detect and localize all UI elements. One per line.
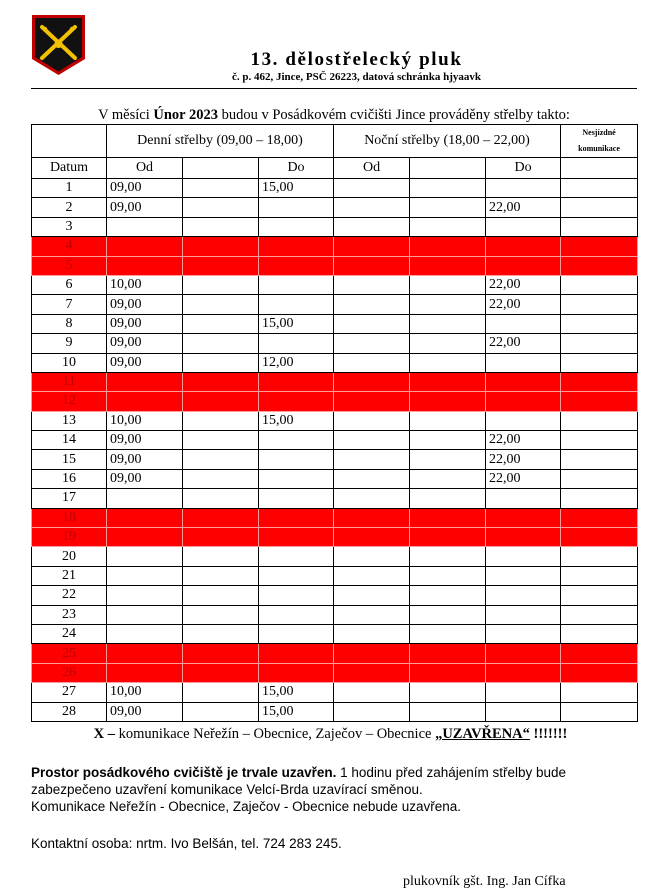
day-to-cell <box>259 644 334 663</box>
day-to-cell <box>259 489 334 508</box>
night-to-cell: 22,00 <box>486 431 561 450</box>
date-cell: 17 <box>32 489 107 508</box>
night-to-cell <box>486 547 561 566</box>
night-from-header: Od <box>334 158 410 179</box>
day-to-cell: 15,00 <box>259 411 334 430</box>
day-spacer-cell <box>183 237 259 256</box>
day-from-cell <box>107 547 183 566</box>
day-from-cell <box>107 624 183 643</box>
night-spacer-cell <box>410 586 486 605</box>
night-from-cell <box>334 256 410 275</box>
night-spacer-cell <box>410 663 486 682</box>
day-to-cell: 12,00 <box>259 353 334 372</box>
header-divider <box>31 88 637 89</box>
closure-text: komunikace Neřežín – Obecnice, Zaječov – Obecnice <box>115 726 436 742</box>
night-to-cell: 22,00 <box>486 198 561 217</box>
table-row <box>32 217 638 236</box>
closure-marker: X – <box>93 726 116 742</box>
night-to-cell <box>486 663 561 682</box>
day-spacer-header <box>183 158 259 179</box>
day-spacer-cell <box>183 489 259 508</box>
day-from-cell <box>107 372 183 391</box>
table-row <box>32 198 638 217</box>
day-spacer-cell <box>183 179 259 198</box>
impassable-cell <box>561 431 638 450</box>
night-to-cell <box>486 314 561 333</box>
date-cell: 22 <box>32 586 107 605</box>
day-to-cell: 15,00 <box>259 683 334 702</box>
date-cell: 9 <box>32 334 107 353</box>
day-spacer-cell <box>183 314 259 333</box>
impassable-cell <box>561 624 638 643</box>
table-row <box>32 295 638 314</box>
table-row-closed <box>32 392 638 411</box>
table-row-closed <box>32 663 638 682</box>
day-to-cell <box>259 624 334 643</box>
night-spacer-cell <box>410 683 486 702</box>
date-cell: 6 <box>32 275 107 294</box>
day-from-cell: 09,00 <box>107 295 183 314</box>
day-from-cell <box>107 392 183 411</box>
date-cell: 13 <box>32 411 107 430</box>
night-spacer-cell <box>410 314 486 333</box>
day-to-cell <box>259 586 334 605</box>
night-to-header: Do <box>486 158 561 179</box>
night-from-cell <box>334 450 410 469</box>
impassable-cell <box>561 411 638 430</box>
day-to-cell <box>259 198 334 217</box>
impassable-cell <box>561 334 638 353</box>
table-row <box>32 605 638 624</box>
day-to-cell <box>259 528 334 547</box>
date-column-header: Datum <box>32 158 107 179</box>
impassable-cell <box>561 683 638 702</box>
day-from-cell <box>107 586 183 605</box>
night-to-cell <box>486 411 561 430</box>
day-from-cell: 09,00 <box>107 450 183 469</box>
day-to-cell: 15,00 <box>259 314 334 333</box>
day-to-cell <box>259 217 334 236</box>
date-cell: 3 <box>32 217 107 236</box>
night-from-cell <box>334 702 410 721</box>
day-from-cell <box>107 644 183 663</box>
table-row-closed <box>32 256 638 275</box>
day-from-cell: 09,00 <box>107 314 183 333</box>
night-from-cell <box>334 547 410 566</box>
night-from-cell <box>334 644 410 663</box>
day-from-cell <box>107 256 183 275</box>
day-from-cell <box>107 528 183 547</box>
impassable-cell <box>561 372 638 391</box>
day-from-cell: 09,00 <box>107 198 183 217</box>
night-to-cell <box>486 586 561 605</box>
date-cell: 12 <box>32 392 107 411</box>
day-spacer-cell <box>183 528 259 547</box>
date-cell: 8 <box>32 314 107 333</box>
date-cell: 20 <box>32 547 107 566</box>
table-row <box>32 469 638 488</box>
day-spacer-cell <box>183 198 259 217</box>
night-from-cell <box>334 489 410 508</box>
notes-bold: Prostor posádkového cvičiště je trvale uzavřen. <box>31 765 337 780</box>
impassable-cell <box>561 237 638 256</box>
day-spacer-cell <box>183 605 259 624</box>
night-to-cell <box>486 179 561 198</box>
day-from-cell: 10,00 <box>107 411 183 430</box>
date-cell: 19 <box>32 528 107 547</box>
impassable-cell <box>561 314 638 333</box>
night-spacer-cell <box>410 392 486 411</box>
day-from-cell: 09,00 <box>107 179 183 198</box>
table-subheader-row <box>32 158 638 179</box>
day-spacer-cell <box>183 547 259 566</box>
impassable-roads-header: Nesjízdné komunikace <box>561 125 638 158</box>
night-spacer-cell <box>410 702 486 721</box>
night-from-cell <box>334 566 410 585</box>
day-spacer-cell <box>183 566 259 585</box>
day-to-cell: 15,00 <box>259 179 334 198</box>
day-to-cell <box>259 508 334 527</box>
day-to-cell <box>259 566 334 585</box>
night-spacer-cell <box>410 528 486 547</box>
night-from-cell <box>334 275 410 294</box>
date-cell: 27 <box>32 683 107 702</box>
night-spacer-cell <box>410 605 486 624</box>
signature: plukovník gšt. Ing. Jan Cífka <box>403 874 566 889</box>
night-spacer-cell <box>410 644 486 663</box>
date-cell: 28 <box>32 702 107 721</box>
intro-suffix: budou v Posádkovém cvičišti Jince prováděny střelby takto: <box>217 107 570 123</box>
day-spacer-cell <box>183 586 259 605</box>
firing-schedule-table <box>31 124 638 722</box>
night-to-cell <box>486 372 561 391</box>
night-from-cell <box>334 469 410 488</box>
impassable-cell <box>561 469 638 488</box>
intro-month: Únor 2023 <box>153 107 218 123</box>
date-cell: 7 <box>32 295 107 314</box>
night-from-cell <box>334 411 410 430</box>
date-cell: 5 <box>32 256 107 275</box>
organization-title: 13. dělostřelecký pluk <box>250 49 463 70</box>
date-cell: 14 <box>32 431 107 450</box>
night-from-cell <box>334 179 410 198</box>
day-from-cell: 09,00 <box>107 702 183 721</box>
night-spacer-cell <box>410 450 486 469</box>
night-spacer-cell <box>410 334 486 353</box>
day-spacer-cell <box>183 431 259 450</box>
table-row <box>32 547 638 566</box>
night-from-cell <box>334 217 410 236</box>
night-spacer-header <box>410 158 486 179</box>
night-spacer-cell <box>410 508 486 527</box>
day-from-cell: 10,00 <box>107 275 183 294</box>
header-empty-cell <box>32 125 107 158</box>
day-spacer-cell <box>183 663 259 682</box>
table-row <box>32 314 638 333</box>
table-row <box>32 489 638 508</box>
day-to-cell <box>259 469 334 488</box>
table-row <box>32 334 638 353</box>
impassable-cell <box>561 566 638 585</box>
impassable-cell <box>561 489 638 508</box>
day-from-cell <box>107 663 183 682</box>
day-to-cell <box>259 450 334 469</box>
impassable-cell <box>561 605 638 624</box>
closure-status: „UZAVŘENA“ <box>435 726 530 742</box>
notes-line-1-rest: 1 hodinu před zahájením střelby bude <box>336 765 567 780</box>
intro-prefix: V měsíci <box>98 107 154 123</box>
day-from-cell <box>107 566 183 585</box>
night-spacer-cell <box>410 295 486 314</box>
date-cell: 24 <box>32 624 107 643</box>
impassable-cell <box>561 450 638 469</box>
impassable-cell <box>561 275 638 294</box>
night-from-cell <box>334 392 410 411</box>
impassable-cell <box>561 508 638 527</box>
impassable-cell <box>561 702 638 721</box>
impassable-cell <box>561 353 638 372</box>
date-cell: 4 <box>32 237 107 256</box>
day-from-header: Od <box>107 158 183 179</box>
night-spacer-cell <box>410 179 486 198</box>
impassable-cell <box>561 644 638 663</box>
intro-text <box>31 107 637 124</box>
day-to-cell <box>259 334 334 353</box>
date-cell: 10 <box>32 353 107 372</box>
notes-line-3: Komunikace Neřežín - Obecnice, Zaječov - Obecnice nebude uzavřena. <box>31 799 461 814</box>
night-to-cell <box>486 702 561 721</box>
day-to-cell: 15,00 <box>259 702 334 721</box>
impassable-cell <box>561 217 638 236</box>
night-to-cell <box>486 508 561 527</box>
day-spacer-cell <box>183 275 259 294</box>
day-spacer-cell <box>183 353 259 372</box>
date-cell: 23 <box>32 605 107 624</box>
table-row <box>32 624 638 643</box>
table-row-closed <box>32 508 638 527</box>
night-from-cell <box>334 605 410 624</box>
day-from-cell <box>107 217 183 236</box>
night-from-cell <box>334 314 410 333</box>
table-row <box>32 566 638 585</box>
day-spacer-cell <box>183 217 259 236</box>
day-spacer-cell <box>183 644 259 663</box>
night-spacer-cell <box>410 566 486 585</box>
impassable-header-cell <box>561 158 638 179</box>
day-to-cell <box>259 547 334 566</box>
night-to-cell: 22,00 <box>486 450 561 469</box>
night-spacer-cell <box>410 489 486 508</box>
table-row <box>32 702 638 721</box>
night-spacer-cell <box>410 431 486 450</box>
date-cell: 25 <box>32 644 107 663</box>
day-to-cell <box>259 431 334 450</box>
date-cell: 26 <box>32 663 107 682</box>
day-to-cell <box>259 256 334 275</box>
day-to-cell <box>259 372 334 391</box>
night-from-cell <box>334 528 410 547</box>
organization-address: č. p. 462, Jince, PSČ 26223, datová schránka hjyaavk <box>231 71 482 83</box>
day-spacer-cell <box>183 624 259 643</box>
night-to-cell: 22,00 <box>486 275 561 294</box>
night-spacer-cell <box>410 372 486 391</box>
impassable-cell <box>561 392 638 411</box>
table-row <box>32 450 638 469</box>
area-notes <box>31 764 641 815</box>
day-from-cell <box>107 237 183 256</box>
night-spacer-cell <box>410 624 486 643</box>
table-row <box>32 411 638 430</box>
night-spacer-cell <box>410 469 486 488</box>
night-to-cell <box>486 644 561 663</box>
night-to-cell <box>486 237 561 256</box>
impassable-cell <box>561 179 638 198</box>
night-to-cell: 22,00 <box>486 469 561 488</box>
notes-line-1 <box>31 764 641 781</box>
night-to-cell <box>486 392 561 411</box>
notes-line-2: zabezpečeno uzavření komunikace Velcí-Brda uzavírací směnou. <box>31 782 423 797</box>
date-cell: 1 <box>32 179 107 198</box>
table-row-closed <box>32 644 638 663</box>
table-row <box>32 431 638 450</box>
day-spacer-cell <box>183 508 259 527</box>
night-firing-header: Noční střelby (18,00 – 22,00) <box>334 125 561 158</box>
closure-exclaim: !!!!!!! <box>529 726 568 742</box>
impassable-cell <box>561 586 638 605</box>
day-from-cell <box>107 605 183 624</box>
night-spacer-cell <box>410 256 486 275</box>
table-row <box>32 353 638 372</box>
night-to-cell <box>486 353 561 372</box>
day-to-cell <box>259 237 334 256</box>
night-to-cell <box>486 256 561 275</box>
day-spacer-cell <box>183 372 259 391</box>
night-to-cell <box>486 624 561 643</box>
night-from-cell <box>334 431 410 450</box>
night-spacer-cell <box>410 275 486 294</box>
impassable-cell <box>561 547 638 566</box>
day-to-cell <box>259 275 334 294</box>
date-cell: 15 <box>32 450 107 469</box>
day-spacer-cell <box>183 450 259 469</box>
night-to-cell <box>486 217 561 236</box>
impassable-cell <box>561 198 638 217</box>
day-to-cell <box>259 392 334 411</box>
night-spacer-cell <box>410 237 486 256</box>
night-spacer-cell <box>410 411 486 430</box>
day-spacer-cell <box>183 411 259 430</box>
day-firing-header: Denní střelby (09,00 – 18,00) <box>107 125 334 158</box>
day-spacer-cell <box>183 469 259 488</box>
night-from-cell <box>334 295 410 314</box>
night-spacer-cell <box>410 217 486 236</box>
table-row-closed <box>32 528 638 547</box>
night-spacer-cell <box>410 198 486 217</box>
impassable-cell <box>561 528 638 547</box>
day-spacer-cell <box>183 392 259 411</box>
date-cell: 11 <box>32 372 107 391</box>
day-spacer-cell <box>183 702 259 721</box>
road-closure-note <box>0 726 661 743</box>
impassable-cell <box>561 256 638 275</box>
night-spacer-cell <box>410 353 486 372</box>
table-row <box>32 683 638 702</box>
day-from-cell: 09,00 <box>107 469 183 488</box>
day-to-cell <box>259 605 334 624</box>
day-from-cell: 09,00 <box>107 431 183 450</box>
table-row <box>32 179 638 198</box>
day-from-cell: 09,00 <box>107 353 183 372</box>
night-to-cell <box>486 489 561 508</box>
night-to-cell <box>486 566 561 585</box>
contact-person: Kontaktní osoba: nrtm. Ivo Belšán, tel. 724 283 245. <box>31 836 342 851</box>
day-spacer-cell <box>183 295 259 314</box>
night-to-cell: 22,00 <box>486 295 561 314</box>
day-from-cell: 10,00 <box>107 683 183 702</box>
date-cell: 2 <box>32 198 107 217</box>
day-from-cell <box>107 489 183 508</box>
night-from-cell <box>334 237 410 256</box>
day-spacer-cell <box>183 334 259 353</box>
table-row-closed <box>32 237 638 256</box>
day-to-header: Do <box>259 158 334 179</box>
night-from-cell <box>334 663 410 682</box>
night-from-cell <box>334 198 410 217</box>
night-from-cell <box>334 372 410 391</box>
night-to-cell <box>486 605 561 624</box>
night-spacer-cell <box>410 547 486 566</box>
night-to-cell <box>486 528 561 547</box>
impassable-cell <box>561 295 638 314</box>
day-spacer-cell <box>183 683 259 702</box>
table-row <box>32 275 638 294</box>
day-to-cell <box>259 295 334 314</box>
table-header-row <box>32 125 638 158</box>
table-row <box>32 586 638 605</box>
night-from-cell <box>334 683 410 702</box>
night-from-cell <box>334 508 410 527</box>
night-to-cell <box>486 683 561 702</box>
night-from-cell <box>334 334 410 353</box>
date-cell: 16 <box>32 469 107 488</box>
date-cell: 21 <box>32 566 107 585</box>
impassable-cell <box>561 663 638 682</box>
night-to-cell: 22,00 <box>486 334 561 353</box>
night-from-cell <box>334 353 410 372</box>
day-from-cell: 09,00 <box>107 334 183 353</box>
night-from-cell <box>334 586 410 605</box>
day-from-cell <box>107 508 183 527</box>
table-row-closed <box>32 372 638 391</box>
day-to-cell <box>259 663 334 682</box>
date-cell: 18 <box>32 508 107 527</box>
day-spacer-cell <box>183 256 259 275</box>
night-from-cell <box>334 624 410 643</box>
